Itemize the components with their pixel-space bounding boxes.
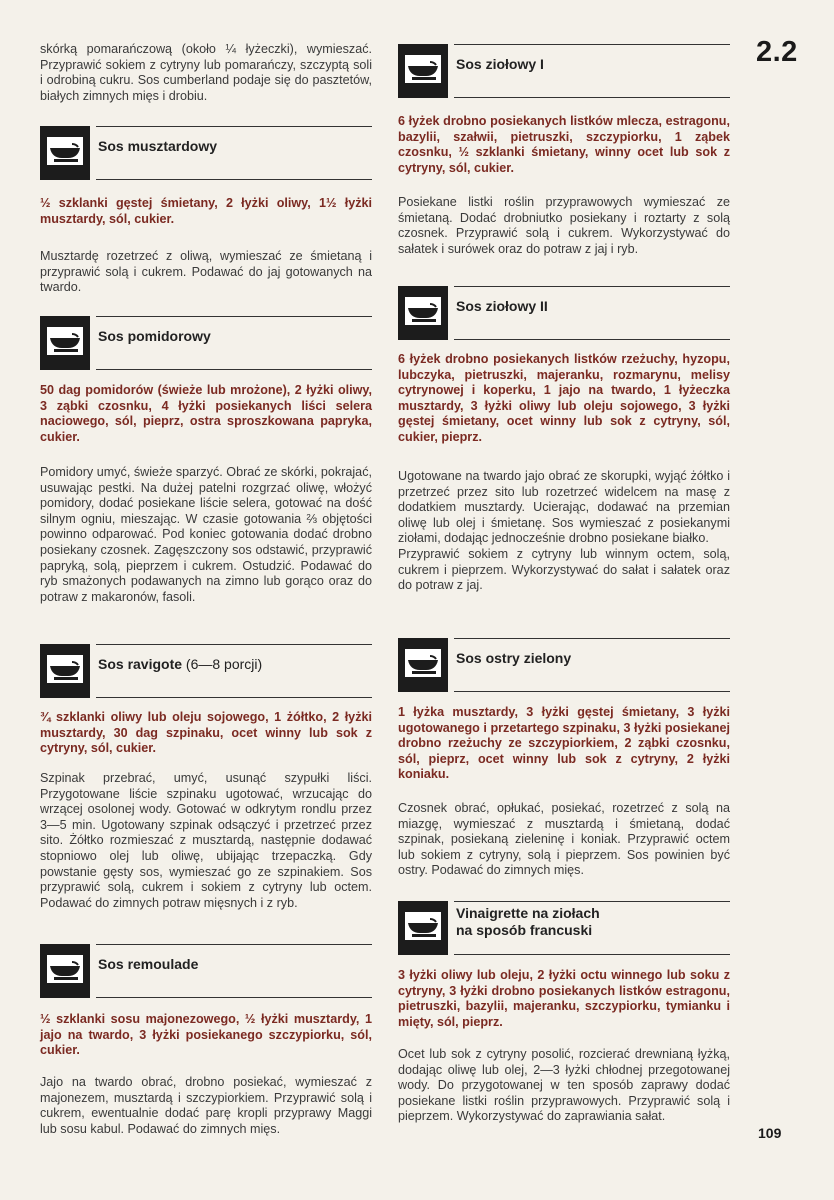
method-text-continued: Przyprawić sokiem z cytryny lub winnym octem, solą, cukrem i pieprzem. Wykorzystywać do sałat i sałatek oraz do potraw z jaj. — [398, 546, 730, 593]
recipe-title: Sos remoulade — [98, 956, 199, 972]
recipe-title — [456, 905, 600, 939]
cumberland-continuation — [40, 42, 372, 104]
sauce-boat-icon — [40, 126, 90, 180]
recipe-title: Sos musztardowy — [98, 138, 218, 154]
recipe-header-musztardowy — [40, 122, 372, 184]
ingredients-text: 50 dag pomidorów (świeże lub mrożone), 2 łyżki oliwy, 3 ząbki czosnku, 4 łyżki posiekanych liści selera naciowego, sól, pieprz, ostra sproszkowana papryka, cukier. — [40, 383, 372, 444]
method-ostry-zielony — [398, 801, 730, 879]
recipe-title — [98, 656, 262, 673]
ingredients-pomidorowy — [40, 383, 372, 445]
sauce-boat-icon — [40, 944, 90, 998]
ingredients-text: 1 łyżka musztardy, 3 łyżki gęstej śmietany, 3 łyżki ugotowanego i przetartego szpinaku, 3 łyżki posiekanej drobno rzeżuchy ze szczypiorkiem, 2 ząbki czosnku, sól, pieprz, ocet winny lub sok z cytryny, 2 łyżki koniaku. — [398, 705, 730, 782]
method-remoulade — [40, 1075, 372, 1137]
recipe-header-ziolowy-1 — [398, 40, 730, 102]
sauce-boat-icon — [398, 901, 448, 955]
method-text: Szpinak przebrać, umyć, usunąć szypułki liści. Przygotowane liście szpinaku ugotować, wrzucając do wrzącej osolonej wody. Gotować w odkrytym rondlu przez 3—5 min. Ugotowany szpinak odsączyć i przetrzeć przez sito. Żółtko rozmieszać z musztardą, następnie dodawać stopniowo olej lub oliwę, ubijając trzepaczką. Gdy powstanie gęsty sos, wymieszać go ze szpinakiem. Sos przyprawić solą, cukrem i sokiem z cytryny lub octem. Podawać do zimnych potraw mięsnych i z ryb. — [40, 771, 372, 910]
recipe-header-ravigote — [40, 640, 372, 702]
method-vinaigrette — [398, 1047, 730, 1125]
recipe-title: Sos ziołowy II — [456, 298, 548, 314]
intro-text: skórką pomarańczową (około ¼ łyżeczki), wymieszać. Przyprawić sokiem z cytryny lub pomarańczy, szczyptą soli i odrobiną cukru. Sos cumberland podaje się do pasztetów, białych zimnych mięs i drobiu. — [40, 42, 372, 103]
recipe-title: Sos ziołowy I — [456, 56, 544, 72]
method-pomidorowy — [40, 465, 372, 605]
ingredients-ostry-zielony — [398, 705, 730, 783]
recipe-header-remoulade — [40, 940, 372, 1002]
ingredients-text: ½ szklanki gęstej śmietany, 2 łyżki oliwy, 1½ łyżki musztardy, sól, cukier. — [40, 196, 372, 226]
ingredients-text: 6 łyżek drobno posiekanych listków mlecza, estragonu, bazylii, szałwii, pietruszki, szczypiorku, 1 ząbek czosnku, ½ szklanki śmietany, winny ocet lub sok z cytryny, sól, cukier. — [398, 114, 730, 175]
method-text: Ocet lub sok z cytryny posolić, rozcierać drewnianą łyżką, dodając oliwę lub olej, 2—3 łyżki chłodnej przegotowanej wody. Do przygotowanej w ten sposób zaprawy dodać posiekane listki roślin przyprawowych. Przyprawić solą i pieprzem. Wykorzystywać do zaprawiania sałat. — [398, 1047, 730, 1124]
ingredients-text: 3 łyżki oliwy lub oleju, 2 łyżki octu winnego lub soku z cytryny, 3 łyżki drobno posiekanych listków estragonu, pietruszki, bazylii, majeranku, szczypiorku, tymianku i mięty, sól, pieprz. — [398, 968, 730, 1029]
ingredients-remoulade — [40, 1012, 372, 1059]
recipe-title-line-2: na sposób francuski — [456, 922, 593, 938]
recipe-title-line-1: Vinaigrette na ziołach — [456, 905, 600, 921]
recipe-title: Sos ostry zielony — [456, 650, 572, 666]
recipe-title: Sos pomidorowy — [98, 328, 211, 344]
sauce-boat-icon — [40, 644, 90, 698]
ingredients-text: ¾ szklanki oliwy lub oleju sojowego, 1 żółtko, 2 łyżki musztardy, 30 dag szpinaku, ocet winny lub sok z cytryny, sól, cukier. — [40, 710, 372, 756]
recipe-header-pomidorowy — [40, 312, 372, 374]
page-number: 109 — [758, 1125, 782, 1141]
method-text: Jajo na twardo obrać, drobno posiekać, wymieszać z majonezem, musztardą i szczypiorkiem. Przyprawić solą i cukrem, ewentualnie dodać parę kropli przyprawy Maggi lub sosu kabul. Podawać do zimnych mięs. — [40, 1075, 372, 1136]
recipe-title-portions: (6—8 porcji) — [185, 656, 263, 672]
method-text: Posiekane listki roślin przyprawowych wymieszać ze śmietaną. Dodać drobniutko posiekany i roztarty z solą czosnek. Przyprawić solą i cukrem. Wykorzystywać do sałatek i surówek oraz do potraw z jaj i ryb. — [398, 195, 730, 256]
method-text: Ugotowane na twardo jajo obrać ze skorupki, wyjąć żółtko i przetrzeć przez sito lub rozetrzeć widelcem na masę z dodatkiem musztardy. Ucierając, dodawać na przemian oliwę lub olej i śmietanę. Sos wymieszać z posiekanymi ziołami, dodając jednocześnie drobno posiekane białko. — [398, 469, 730, 546]
sauce-boat-icon — [398, 44, 448, 98]
method-text: Czosnek obrać, opłukać, posiekać, rozetrzeć z solą na miazgę, wymieszać z musztardą i śmietaną, dodać szpinak, posiekaną zieleninę i koniak. Przyprawić octem lub sokiem z cytryny, solą i pieprzem. Sos powinien być ostry. Podawać do zimnych mięs. — [398, 801, 730, 878]
recipe-header-ostry-zielony — [398, 634, 730, 696]
section-number: 2.2 — [756, 36, 798, 68]
ingredients-ziolowy-1 — [398, 114, 730, 176]
sauce-boat-icon — [398, 638, 448, 692]
recipe-header-ziolowy-2 — [398, 282, 730, 344]
method-ravigote — [40, 771, 372, 911]
sauce-boat-icon — [40, 316, 90, 370]
ingredients-ravigote — [40, 710, 372, 757]
sauce-boat-icon — [398, 286, 448, 340]
ingredients-text: 6 łyżek drobno posiekanych listków rzeżuchy, hyzopu, lubczyka, pietruszki, majeranku, rozmarynu, melisy cytrynowej i koperku, 1 jajo na twardo, 1 łyżeczka musztardy, 3 łyżki oliwy lub oleju sojowego, 3 łyżki gęstej śmietany, ocet winny lub sok z cytryny, sól, cukier, pieprz. — [398, 352, 730, 444]
method-text: Musztardę rozetrzeć z oliwą, wymieszać ze śmietaną i przyprawić solą i cukrem. Podawać do jaj gotowanych na twardo. — [40, 249, 372, 295]
recipe-title-main: Sos ravigote — [98, 656, 183, 672]
ingredients-musztardowy — [40, 196, 372, 227]
method-text: Pomidory umyć, świeże sparzyć. Obrać ze skórki, pokrajać, usuwając pestki. Na dużej patelni rozgrzać oliwę, włożyć pomidory, dodać posiekane liście selera, gotować na dość silnym ogniu, mieszając. W czasie gotowania ⅔ objętości powinno odparować. Pod koniec gotowania dodać drobno posiekany czosnek. Zagęszczony sos odstawić, przyprawić papryką, solą, pieprzem i cukrem. Ostudzić. Podawać do ryb smażonych podawanych na zimno lub gorąco oraz do potraw z makaronów, fasoli. — [40, 465, 372, 604]
recipe-header-vinaigrette — [398, 897, 730, 959]
ingredients-vinaigrette — [398, 968, 730, 1030]
ingredients-ziolowy-2 — [398, 352, 730, 446]
ingredients-text: ½ szklanki sosu majonezowego, ½ łyżki musztardy, 1 jajo na twardo, 3 łyżki posiekanego szczypiorku, sól, cukier. — [40, 1012, 372, 1058]
method-ziolowy-2 — [398, 469, 730, 594]
method-ziolowy-1 — [398, 195, 730, 257]
method-musztardowy — [40, 249, 372, 296]
